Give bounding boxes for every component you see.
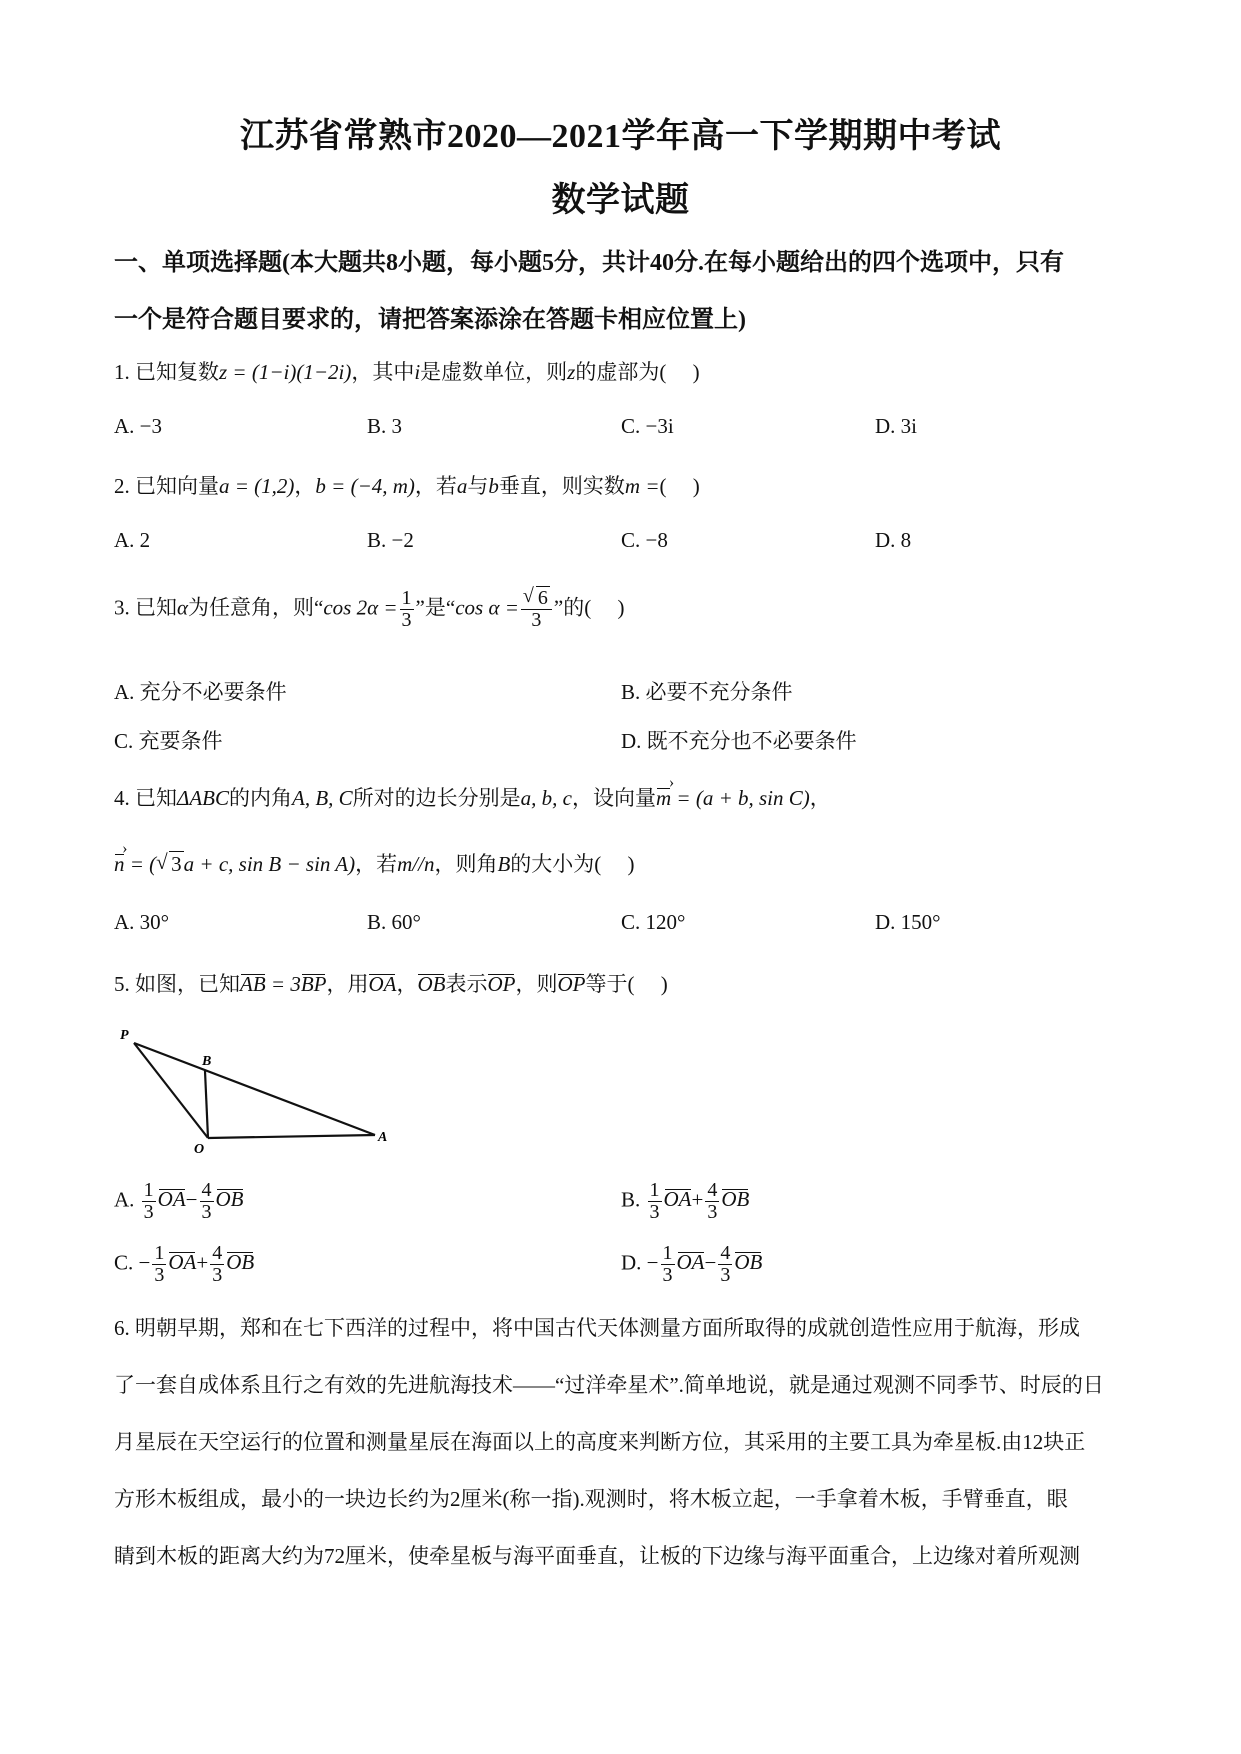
q4-n-eq1: = ( bbox=[129, 852, 157, 876]
q3-alpha: α bbox=[177, 595, 189, 620]
q4-n-eq2: a + c, sin B − sin A) bbox=[183, 852, 356, 876]
q2-text: ，若 bbox=[414, 474, 457, 498]
q5-c-n1: 1 bbox=[154, 1242, 165, 1264]
q5-a-frac1 bbox=[142, 1180, 156, 1223]
q2-option-b: B. −2 bbox=[367, 528, 414, 552]
q2-option-d: D. 8 bbox=[875, 528, 912, 552]
q5-d-v2: OB bbox=[734, 1250, 763, 1275]
q5-b-letter: B. bbox=[621, 1187, 641, 1212]
q4-m-eq: = (a + b, sin C) bbox=[676, 786, 810, 810]
q5-a-n1: 1 bbox=[143, 1179, 154, 1201]
q5-vec-op2: OP bbox=[557, 972, 586, 996]
q5-option-a bbox=[114, 1180, 244, 1223]
q5-c-sign: − bbox=[138, 1250, 151, 1275]
q4-triangle: ΔABC bbox=[177, 786, 229, 810]
exam-title: 江苏省常熟市2020—2021学年高一下学期期中考试 bbox=[240, 118, 1001, 155]
q5-c-v1: OA bbox=[168, 1250, 197, 1275]
q3-f2-num: 6 bbox=[537, 587, 548, 609]
label-o: O bbox=[194, 1142, 205, 1155]
q4-end1: ， bbox=[809, 786, 831, 810]
q6-line-4: 方形木板组成，最小的一块边长约为2厘米(称一指).观测时，将木板立起，一手拿着木板，手臂垂直，眼 bbox=[114, 1487, 1068, 1511]
q5-d-frac2 bbox=[718, 1243, 732, 1286]
label-b: B bbox=[202, 1054, 212, 1069]
q2-comma: ， bbox=[294, 474, 316, 498]
q6-line-2: 了一套自成体系且行之有效的先进航海技术——“过洋牵星术”.简单地说，就是通过观测不同季节、时辰的日 bbox=[114, 1373, 1104, 1397]
q5-b-op: + bbox=[691, 1187, 704, 1212]
q3-shi: ”是“ bbox=[415, 595, 456, 620]
q1-symbol-i: i bbox=[414, 360, 421, 384]
q6-line-3: 月星辰在天空运行的位置和测量星辰在海面以上的高度来判断方位，其采用的主要工具为牵星板.由12块正 bbox=[114, 1430, 1086, 1454]
q5-c-d2: 3 bbox=[212, 1264, 223, 1286]
q4-lead: 4. 已知 bbox=[114, 786, 177, 810]
q5-b-v2: OB bbox=[721, 1187, 750, 1212]
q5-d-frac1 bbox=[661, 1243, 675, 1286]
q2-m: m = bbox=[624, 474, 660, 498]
q4-option-a: A. 30° bbox=[114, 910, 170, 934]
q5-d-sign: − bbox=[646, 1250, 659, 1275]
q5-biao: 表示 bbox=[445, 972, 488, 996]
q4-vector-m: m › bbox=[656, 786, 671, 811]
q4-angles: A, B, C bbox=[292, 786, 353, 810]
q4-option-c: C. 120° bbox=[621, 910, 686, 934]
q4-sqrt3: 3 bbox=[171, 852, 182, 876]
q3-fraction-1 bbox=[400, 588, 414, 631]
q4-ruo: ，若 bbox=[355, 852, 398, 876]
q5-vec-ab: AB bbox=[240, 972, 266, 996]
q5-a-letter: A. bbox=[114, 1187, 135, 1212]
q5-lead: 5. 如图，已知 bbox=[114, 972, 240, 996]
q5-a-n2: 4 bbox=[201, 1179, 212, 1201]
q3-f1-num: 1 bbox=[401, 587, 412, 609]
q5-sep: ， bbox=[396, 972, 418, 996]
q2-symbol-a: a bbox=[456, 474, 468, 498]
q5-d-v1: OA bbox=[676, 1250, 705, 1275]
q1-text2: 是虚数单位，则 bbox=[420, 360, 568, 384]
q5-d-n2: 4 bbox=[720, 1242, 731, 1264]
q5-vec-op: OP bbox=[487, 972, 516, 996]
q5-b-frac2 bbox=[705, 1180, 719, 1223]
q5-c-letter: C. bbox=[114, 1250, 134, 1275]
question-4-line2 bbox=[114, 848, 1134, 878]
exam-subtitle: 数学试题 bbox=[551, 182, 690, 219]
figure-lines bbox=[134, 1043, 375, 1138]
q5-b-d2: 3 bbox=[707, 1201, 718, 1223]
q5-option-c bbox=[114, 1243, 254, 1286]
q2-vector-b: b = (−4, m) bbox=[315, 474, 415, 498]
q4-text: 的内角 bbox=[229, 786, 292, 810]
q1-lead: 1. 已知复数 bbox=[114, 360, 219, 384]
q5-vec-ob: OB bbox=[417, 972, 446, 996]
q5-b-v1: OA bbox=[663, 1187, 692, 1212]
q3-text: 为任意角，则“ bbox=[188, 595, 324, 620]
q4-option-b: B. 60° bbox=[367, 910, 421, 934]
q2-option-a: A. 2 bbox=[114, 528, 151, 552]
q4-tail: ，则角 bbox=[434, 852, 498, 876]
q5-a-v2: OB bbox=[215, 1187, 244, 1212]
q5-tail: 等于( ) bbox=[585, 972, 668, 996]
q5-ze: ，则 bbox=[515, 972, 558, 996]
q3-option-a: A. 充分不必要条件 bbox=[114, 680, 287, 704]
q4-option-d: D. 150° bbox=[875, 910, 941, 934]
question-1 bbox=[114, 356, 1134, 386]
q1-symbol-z: z bbox=[567, 360, 576, 384]
q5-vec-bp: BP bbox=[300, 972, 327, 996]
q5-a-d1: 3 bbox=[143, 1201, 154, 1223]
question-4-line1 bbox=[114, 782, 1134, 812]
q5-a-v1: OA bbox=[157, 1187, 186, 1212]
q3-lead: 3. 已知 bbox=[114, 595, 177, 620]
q5-d-d1: 3 bbox=[662, 1264, 673, 1286]
q5-d-d2: 3 bbox=[720, 1264, 731, 1286]
q4-sides: a, b, c bbox=[520, 786, 572, 810]
q5-text: ，用 bbox=[326, 972, 369, 996]
q5-option-d bbox=[621, 1243, 762, 1286]
q4-sqrt bbox=[156, 852, 184, 877]
q2-symbol-b: b bbox=[488, 474, 499, 498]
q5-figure bbox=[110, 1025, 400, 1155]
q5-b-n1: 1 bbox=[649, 1179, 660, 1201]
question-3 bbox=[114, 588, 1134, 631]
q1-tail: 的虚部为( ) bbox=[575, 360, 700, 384]
q4-vector-n: n › bbox=[114, 852, 125, 877]
q2-yu: 与 bbox=[467, 474, 489, 498]
q5-eq: = 3 bbox=[270, 972, 301, 996]
q3-f1-den: 3 bbox=[401, 609, 412, 631]
q3-option-c: C. 充要条件 bbox=[114, 729, 223, 753]
q5-d-letter: D. bbox=[621, 1250, 642, 1275]
q1-option-b: B. 3 bbox=[367, 414, 403, 438]
question-5 bbox=[114, 968, 1134, 998]
q5-a-d2: 3 bbox=[201, 1201, 212, 1223]
q4-angle-b: B bbox=[497, 852, 511, 876]
q1-option-d: D. 3i bbox=[875, 414, 917, 438]
q3-option-d: D. 既不充分也不必要条件 bbox=[621, 729, 857, 753]
q2-end: ( ) bbox=[659, 474, 700, 498]
q5-c-v2: OB bbox=[226, 1250, 255, 1275]
q4-text3: ，设向量 bbox=[572, 786, 656, 810]
q4-parallel: m//n bbox=[397, 852, 435, 876]
question-2 bbox=[114, 470, 1134, 500]
q3-cos2a: cos 2α = bbox=[323, 595, 398, 620]
label-p: P bbox=[120, 1028, 129, 1043]
q1-option-c: C. −3i bbox=[621, 414, 674, 438]
q4-text2: 所对的边长分别是 bbox=[352, 786, 521, 810]
q5-c-frac2 bbox=[210, 1243, 224, 1286]
line-oa bbox=[208, 1135, 375, 1138]
q2-option-c: C. −8 bbox=[621, 528, 668, 552]
section-heading-line1: 一、单项选择题(本大题共8小题，每小题5分，共计40分.在每小题给出的四个选项中，只有 bbox=[114, 250, 1064, 276]
q6-line-5: 睛到木板的距离大约为72厘米，使牵星板与海平面垂直，让板的下边缘与海平面重合，上边缘对着所观测 bbox=[114, 1544, 1080, 1568]
q1-option-a: A. −3 bbox=[114, 414, 163, 438]
q5-a-frac2 bbox=[200, 1180, 214, 1223]
q5-c-n2: 4 bbox=[212, 1242, 223, 1264]
q5-c-d1: 3 bbox=[154, 1264, 165, 1286]
q2-lead: 2. 已知向量 bbox=[114, 474, 219, 498]
q4-tail2: 的大小为( ) bbox=[510, 852, 635, 876]
q5-c-op: + bbox=[196, 1250, 209, 1275]
q2-tail: 垂直，则实数 bbox=[498, 474, 625, 498]
q5-d-n1: 1 bbox=[662, 1242, 673, 1264]
q3-tail: ”的( ) bbox=[553, 595, 625, 620]
q3-f2-den: 3 bbox=[531, 609, 542, 631]
q6-line-1: 6. 明朝早期，郑和在七下西洋的过程中，将中国古代天体测量方面所取得的成就创造性应用于航海，形成 bbox=[114, 1316, 1080, 1340]
q1-formula: z = (1−i)(1−2i) bbox=[219, 360, 352, 384]
line-bo bbox=[205, 1071, 208, 1138]
q3-cosa: cos α = bbox=[455, 595, 519, 620]
label-a: A bbox=[378, 1130, 388, 1145]
q3-fraction-2 bbox=[521, 588, 552, 631]
q5-vec-oa: OA bbox=[368, 972, 397, 996]
q5-c-frac1 bbox=[152, 1243, 166, 1286]
q5-b-frac1 bbox=[648, 1180, 662, 1223]
q5-b-n2: 4 bbox=[707, 1179, 718, 1201]
q5-d-op: − bbox=[704, 1250, 717, 1275]
q5-a-op: − bbox=[185, 1187, 198, 1212]
q2-vector-a: a = (1,2) bbox=[219, 474, 295, 498]
section-heading-line2: 一个是符合题目要求的，请把答案添涂在答题卡相应位置上) bbox=[114, 307, 746, 333]
q3-option-b: B. 必要不充分条件 bbox=[621, 680, 793, 704]
q1-text: ，其中 bbox=[351, 360, 415, 384]
q5-option-b bbox=[621, 1180, 749, 1223]
q5-b-d1: 3 bbox=[649, 1201, 660, 1223]
